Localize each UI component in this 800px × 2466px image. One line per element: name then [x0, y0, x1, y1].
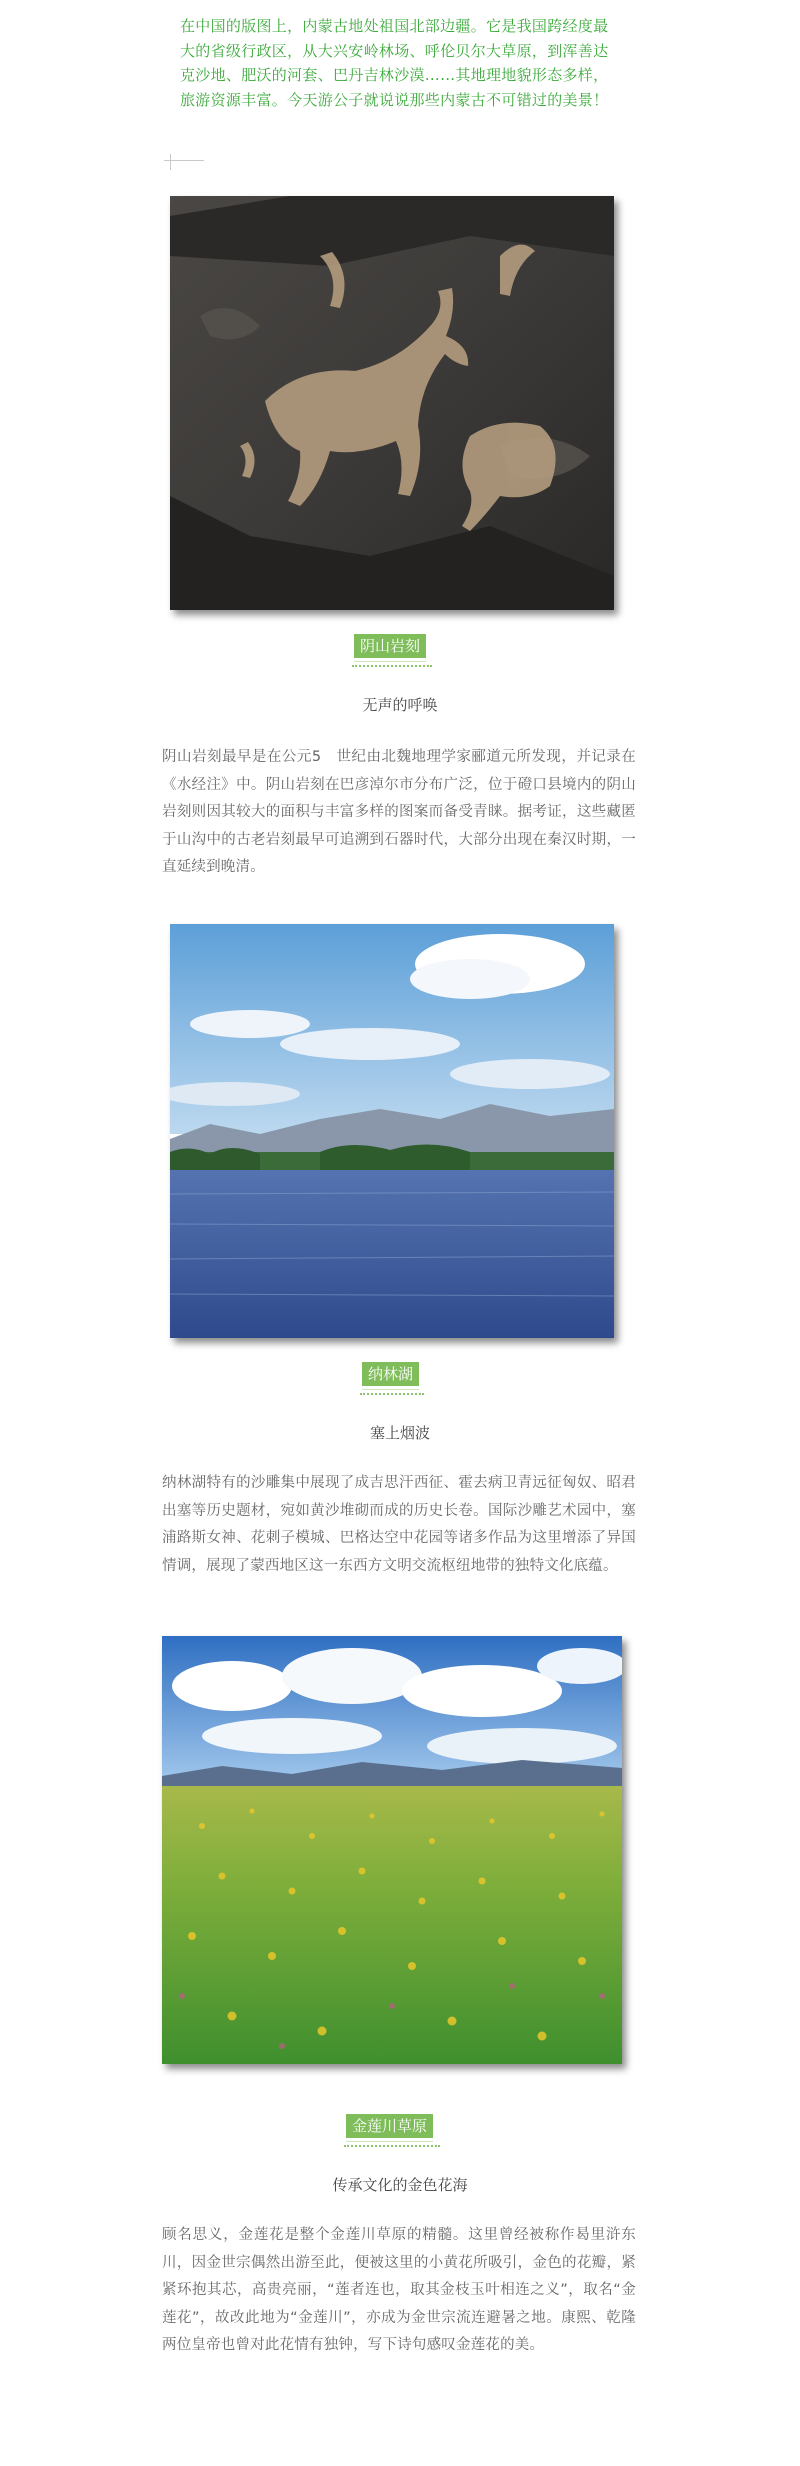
crosshair-marker — [164, 154, 206, 170]
section-paragraph: 纳林湖特有的沙雕集中展现了成吉思汗西征、霍去病卫青远征匈奴、昭君出塞等历史题材，宛如黄沙堆砌而成的历史长卷。国际沙雕艺术园中，塞浦路斯女神、花刺子模城、巴格达空中花园等诸多作品为这里增添了异国情调，展现了蒙西地区这一东西方文明交流枢纽地带的独特文化底蕴。 — [162, 1475, 636, 1574]
intro-paragraph: 在中国的版图上，内蒙古地处祖国北部边疆。它是我国跨经度最大的省级行政区，从大兴安岭林场、呼伦贝尔大草原，到浑善达克沙地、肥沃的河套、巴丹吉林沙漠……其地理地貌形态多样，旅游资源丰富。今天游公子就说说那些内蒙古不可错过的美景！ — [180, 17, 609, 109]
section-paragraph: 阴山岩刻最早是在公元5 世纪由北魏地理学家郦道元所发现，并记录在《水经注》中。阴山岩刻在巴彦淖尔市分布广泛，位于磴口县境内的阴山岩刻则因其较大的面积与丰富多样的图案而备受青睐。据考证，这些藏匿于山沟中的古老岩刻最早可追溯到石器时代，大部分出现在秦汉时期，一直延续到晚清。 — [162, 749, 636, 875]
section-subtitle: 传承文化的金色花海 — [332, 2176, 468, 2194]
tag-underline — [352, 665, 432, 667]
tag-underline — [344, 2145, 440, 2147]
section-tag: 纳林湖 — [362, 1362, 419, 1389]
section-tag: 金莲川草原 — [346, 2114, 433, 2141]
section-tag: 阴山岩刻 — [354, 634, 426, 661]
lake-photo — [170, 924, 614, 1338]
grassland-photo — [162, 1636, 622, 2064]
section-subtitle: 塞上烟波 — [369, 1424, 430, 1442]
rock-carving-photo — [170, 196, 614, 610]
tag-underline — [360, 1393, 424, 1395]
section-subtitle: 无声的呼唤 — [362, 696, 438, 714]
section-paragraph: 顾名思义，金莲花是整个金莲川草原的精髓。这里曾经被称作曷里浒东川，因金世宗偶然出游至此，便被这里的小黄花所吸引，金色的花瓣，紧紧环抱其芯，高贵亮丽，“莲者连也，取其金枝玉叶相连之义”，取名“金莲花”，故改此地为“金莲川”，亦成为金世宗流连避暑之地。康熙、乾隆两位皇帝也曾对此花情有独钟，写下诗句感叹金莲花的美。 — [162, 2227, 636, 2353]
